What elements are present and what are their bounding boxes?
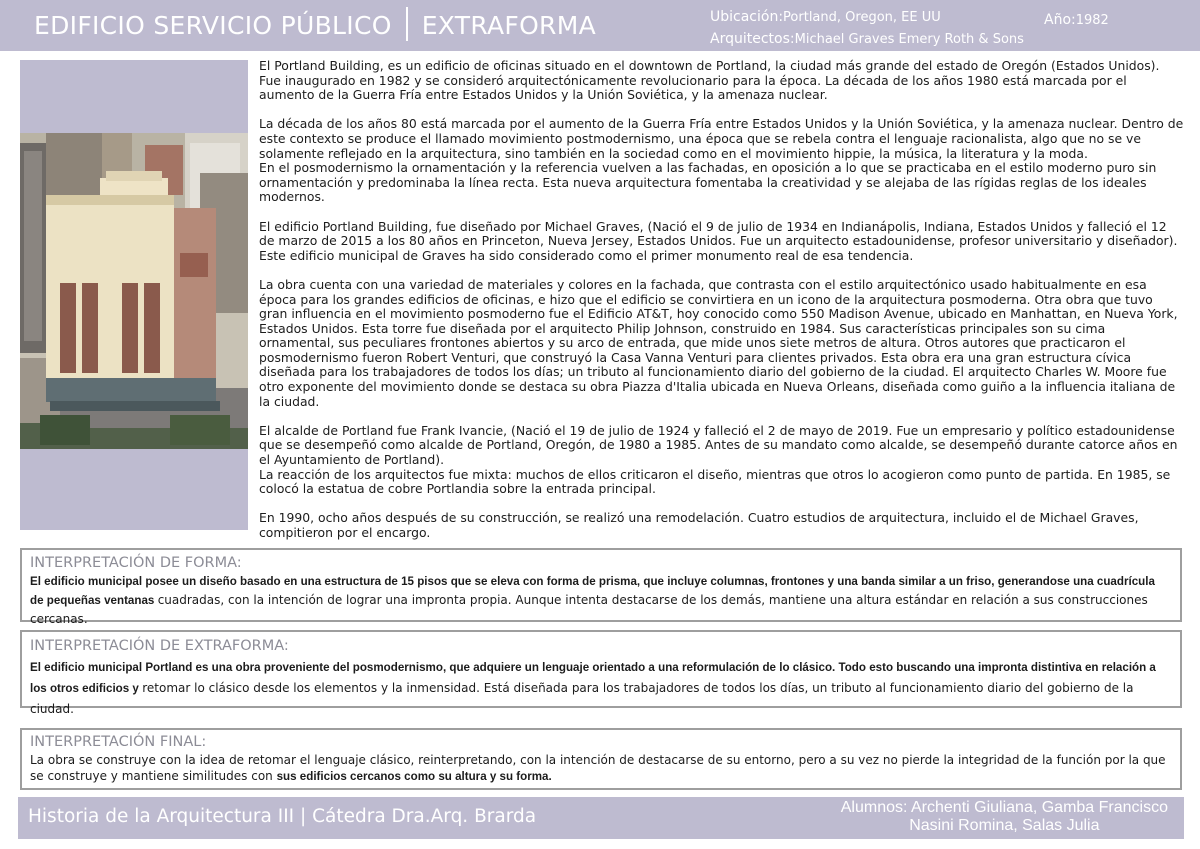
arquitectos-row <box>710 28 1024 47</box>
ubicacion-label: Ubicación: <box>710 9 784 25</box>
anio-label: Año: <box>1044 12 1076 28</box>
arquitectos-label: Arquitectos: <box>710 31 795 47</box>
body-paragraph: En 1990, ocho años después de su construcción, se realizó una remodelación. Cuatro estudios de arquitectura, incluido el de Michael Graves, compitieron por el encargo. <box>259 510 1139 540</box>
forma-text-normal: cuadradas, con la intención de lograr una impronta propia. Aunque intenta destacarse de los demás, mantiene una altura estándar en relación a sus construcciones cercanas. <box>30 593 1148 626</box>
building-photo <box>20 60 248 530</box>
ubicacion-value: Portland, Oregon, EE UU <box>783 10 941 25</box>
final-box <box>20 728 1182 790</box>
extraforma-box <box>20 630 1182 716</box>
body-paragraph: El alcalde de Portland fue Frank Ivancie, (Nació el 19 de julio de 1924 y falleció el 2 de mayo de 2019. Fue un empresario y político estadounidense que se desempeñó como alcalde de Portland, Oregón, de 1980 a 1985. Antes de su mandato como alcalde, se desempeñó durante catorce años en el Ayuntamiento de Portland). La reacción de los arquitectos fue mixta: muchos de ellos criticaron el diseño, mientras que otros lo acogieron como punto de partida. En 1985, se colocó la estatua de cobre Portlandia sobre la entrada principal. <box>259 422 1178 497</box>
header-band <box>0 0 1200 51</box>
body-paragraph: El Portland Building, es un edificio de oficinas situado en el downtown de Portland, la ciudad más grande del estado de Oregón (Estados Unidos). Fue inaugurado en 1982 y se consideró arquitectónicamente revolucionario para la época. La década de los años 1980 está marcada por el aumento de la Guerra Fría entre Estados Unidos y la Unión Soviética, y la amenaza nuclear. <box>259 58 1160 103</box>
footer-band <box>18 797 1184 839</box>
final-heading: INTERPRETACIÓN FINAL: <box>30 734 207 750</box>
students-block <box>841 799 1168 835</box>
final-text <box>30 752 1168 785</box>
extraforma-text <box>30 657 1168 720</box>
students-line-1: Alumnos: Archenti Giuliana, Gamba Francisco <box>840 799 1168 816</box>
course-label: Historia de la Arquitectura III | Cátedra Dra.Arq. Brarda <box>28 806 537 827</box>
forma-text <box>30 572 1168 628</box>
extraforma-text-bold: El edificio municipal Portland es una obra proveniente del posmodernismo, que adquiere un lenguaje orientado a una reformulación de lo clásico. Todo esto buscando una impronta distintiva en relación a los otros edificios y <box>30 661 1156 695</box>
anio-value: 1982 <box>1075 13 1109 28</box>
forma-text-bold: El edificio municipal posee un diseño basado en una estructura de 15 pisos que se eleva con forma de prisma, que incluye columnas, frontones y una banda similar a un friso, generandose una cuadrícula de pequeñas ventanas <box>30 575 1155 607</box>
title-right: EXTRAFORMA <box>421 11 597 40</box>
anio-row <box>1044 9 1109 28</box>
ubicacion-row <box>710 6 941 25</box>
page-title <box>34 10 596 44</box>
body-paragraph: El edificio Portland Building, fue diseñado por Michael Graves, (Nació el 9 de julio de 1934 en Indianápolis, Indiana, Estados Unidos y falleció el 12 de marzo de 2015 a los 80 años en Princeton, Nueva Jersey, Estados Unidos. Fue un arquitecto estadounidense, profesor universitario y diseñador). Este edificio municipal de Graves ha sido considerado como el primer monumento real de esa tendencia. <box>259 218 1178 263</box>
final-text-bold: sus edificios cercanos como su altura y su forma. <box>276 770 552 783</box>
body-text <box>259 59 1184 555</box>
title-left: EDIFICIO SERVICIO PÚBLICO <box>34 11 392 40</box>
extraforma-heading: INTERPRETACIÓN DE EXTRAFORMA: <box>30 638 289 654</box>
forma-heading: INTERPRETACIÓN DE FORMA: <box>30 555 242 571</box>
body-paragraph: La década de los años 80 está marcada por el aumento de la Guerra Fría entre Estados Unidos y la Unión Soviética, y la amenaza nuclear. Dentro de este contexto se produce el llamado movimiento postmodernismo, una época que se rebela contra el lenguaje racionalista, algo que no se ve solamente reflejado en la arquitectura, sino también en la sociedad como en el movimiento hippie, la música, la literatura y la moda. En el posmodernismo la ornamentación y la referencia vuelven a las fachadas, en oposición a lo que se practicaba en el estilo moderno puro sin ornamentación y predominaba la línea recta. Esta nueva arquitectura fomentaba la creatividad y se alejaba de las rígidas reglas de los ideales modernos. <box>259 116 1184 205</box>
forma-box <box>20 548 1182 626</box>
body-paragraph: La obra cuenta con una variedad de materiales y colores en la fachada, que contrasta con el estilo arquitectónico usado habitualmente en esa época para los grandes edificios de oficinas, e hizo que el edificio se convirtiera en un icono de la arquitectura posmoderna. Otra obra que tuvo gran influencia en el movimiento posmoderno fue el Edificio AT&T, hoy conocido como 550 Madison Avenue, ubicado en Manhattan, en Nueva York, Estados Unidos. Esta torre fue diseñada por el arquitecto Philip Johnson, construido en 1984. Sus características principales son su cima ornamental, sus peculiares frontones abiertos y su arco de entrada, que mide unos siete metros de altura. Otros autores que practicaron el posmodernismo fueron Robert Venturi, que construyó la Casa Vanna Venturi para clientes privados. Esta obra era una gran estructura cívica diseñada para los trabajadores de todos los días; un tributo al funcionamiento diario del gobierno de la ciudad. El arquitecto Charles W. Moore fue otro exponente del movimiento donde se destaca su obra Piazza d'Italia ubicada en Nueva Orleans, diseñada como guiño a la influencia italiana de la ciudad. <box>259 276 1178 409</box>
extraforma-text-normal: retomar lo clásico desde los elementos y la inmensidad. Está diseñada para los trabajadores de todos los días, un tributo al funcionamiento diario del gobierno de la ciudad. <box>30 681 1134 716</box>
portland-building-illustration <box>20 133 248 449</box>
students-line-2: Nasini Romina, Salas Julia <box>909 817 1100 834</box>
final-text-normal: La obra se construye con la idea de retomar el lenguaje clásico, reinterpretando, con la intención de destacarse de su entorno, pero a su vez no pierde la integridad de la función por la que se construye y mantiene similitudes con <box>30 753 1166 783</box>
arquitectos-value: Michael Graves Emery Roth & Sons <box>794 32 1024 47</box>
title-divider <box>406 7 408 41</box>
